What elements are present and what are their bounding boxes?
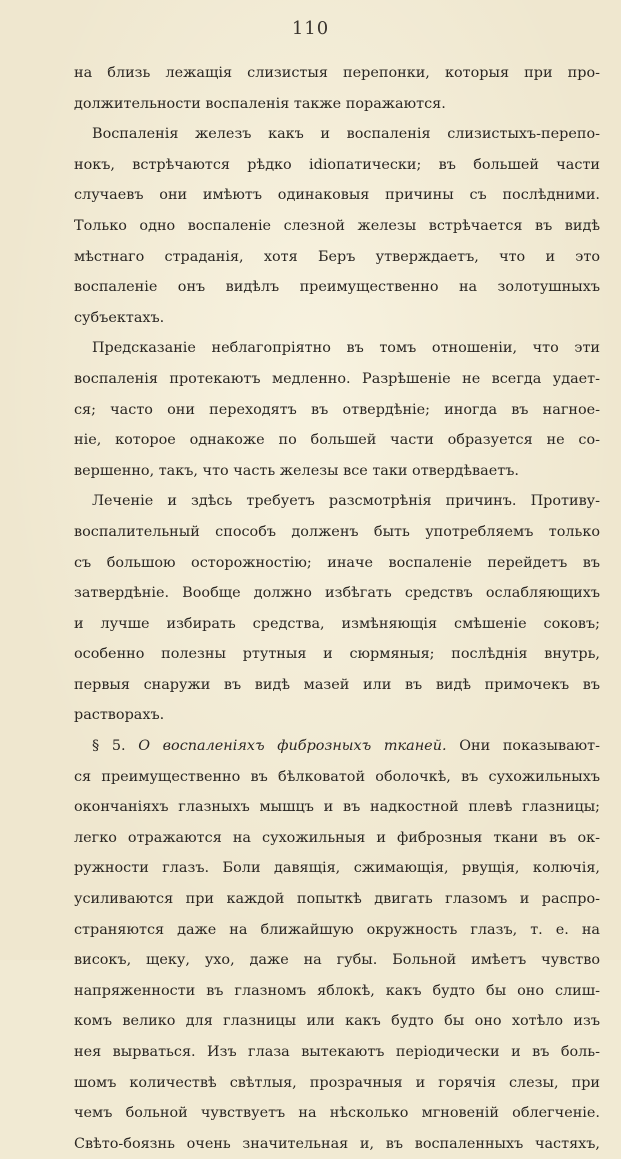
- text-line: на близь лежащія слизистыя перепонки, которыя при про-: [74, 65, 600, 81]
- text-line: нокъ, встрѣчаются рѣдко idiопатически; въ большей части: [74, 156, 600, 173]
- text-line: чемъ больной чувствуетъ на нѣсколько мгновеній облегченіе.: [74, 1105, 600, 1122]
- text-line: високъ, щеку, ухо, даже на губы. Больной имѣетъ чувство: [74, 952, 600, 969]
- text-line: усиливаются при каждой попыткѣ двигать глазомъ и распро-: [74, 891, 600, 908]
- text-line: воспаленія протекаютъ медленно. Разрѣшеніе не всегда удает-: [74, 370, 600, 387]
- text-line: легко отражаются на сухожильныя и фиброзныя ткани въ ок-: [74, 829, 600, 846]
- text-line: напряженности въ глазномъ яблокѣ, какъ будто бы оно слиш-: [74, 982, 600, 999]
- text-line: шомъ количествѣ свѣтлыя, прозрачныя и горячія слезы, при: [74, 1074, 600, 1091]
- body-text: [74, 58, 600, 1159]
- text-line: затвердѣніе. Вообще должно избѣгать средствъ ослабляющихъ: [74, 585, 600, 602]
- text-line: Свѣто-боязнь очень значительная и, въ воспаленныхъ частяхъ,: [74, 1135, 600, 1152]
- text-line: должительности воспаленія также поражаются.: [74, 95, 446, 112]
- text-line: и лучше избирать средства, измѣняющія смѣшеніе соковъ;: [74, 615, 600, 632]
- text-line: субъектахъ.: [74, 309, 165, 326]
- text-line: ружности глазъ. Боли давящія, сжимающія, рвущія, колючія,: [74, 860, 600, 877]
- text-line: особенно полезны ртутныя и сюрмяныя; послѣднія внутрь,: [74, 646, 600, 663]
- section-heading: О воспаленіяхъ фиброзныхъ тканей.: [138, 738, 447, 755]
- section-text: Они показывают-: [446, 738, 600, 755]
- text-line: случаевъ они имѣютъ одинаковыя причины съ послѣдними.: [74, 187, 600, 204]
- text-line: воспалительный способъ долженъ быть употребляемъ только: [74, 523, 600, 540]
- text-line: растворахъ.: [74, 707, 165, 724]
- text-line: Только одно воспаленіе слезной железы встрѣчается въ видѣ: [74, 217, 600, 234]
- section-marker: § 5.: [92, 738, 139, 755]
- text-line: съ большою осторожностію; иначе воспаленіе перейдетъ въ: [74, 554, 600, 571]
- text-line: первыя снаружи въ видѣ мазей или въ видѣ примочекъ въ: [74, 676, 600, 693]
- text-line: воспаленіе онъ видѣлъ преимущественно на золотушныхъ: [74, 279, 600, 296]
- text-line: Леченіе и здѣсь требуетъ разсмотрѣнія причинъ. Противу-: [92, 493, 600, 510]
- text-line: Предсказаніе неблагопріятно въ томъ отношеніи, что эти: [92, 340, 600, 357]
- text-line: Воспаленія железъ какъ и воспаленія слизистыхъ-перепо-: [92, 126, 600, 143]
- text-line: ся; часто они переходятъ въ отвердѣніе; иногда въ нагное-: [74, 401, 600, 418]
- text-line: ніе, которое однакоже по большей части образуется не со-: [74, 432, 600, 449]
- text-line: вершенно, такъ, что часть железы все таки отвердѣваетъ.: [74, 462, 519, 479]
- text-line: окончаніяхъ глазныхъ мышцъ и въ надкостной плевѣ глазницы;: [74, 799, 600, 816]
- text-line: ся преимущественно въ бѣлковатой оболочкѣ, въ сухожильныхъ: [74, 768, 600, 785]
- text-line: мѣстнаго страданія, хотя Беръ утверждаетъ, что и это: [74, 248, 600, 265]
- text-line: нея вырваться. Изъ глаза вытекаютъ періодически и въ боль-: [74, 1044, 600, 1060]
- page-number: 110: [291, 18, 330, 39]
- text-line: страняются даже на ближайшую окружность глазъ, т. е. на: [74, 921, 600, 938]
- text-line: комъ велико для глазницы или какъ будто бы оно хотѣло изъ: [74, 1013, 600, 1030]
- text-line: [74, 731, 600, 762]
